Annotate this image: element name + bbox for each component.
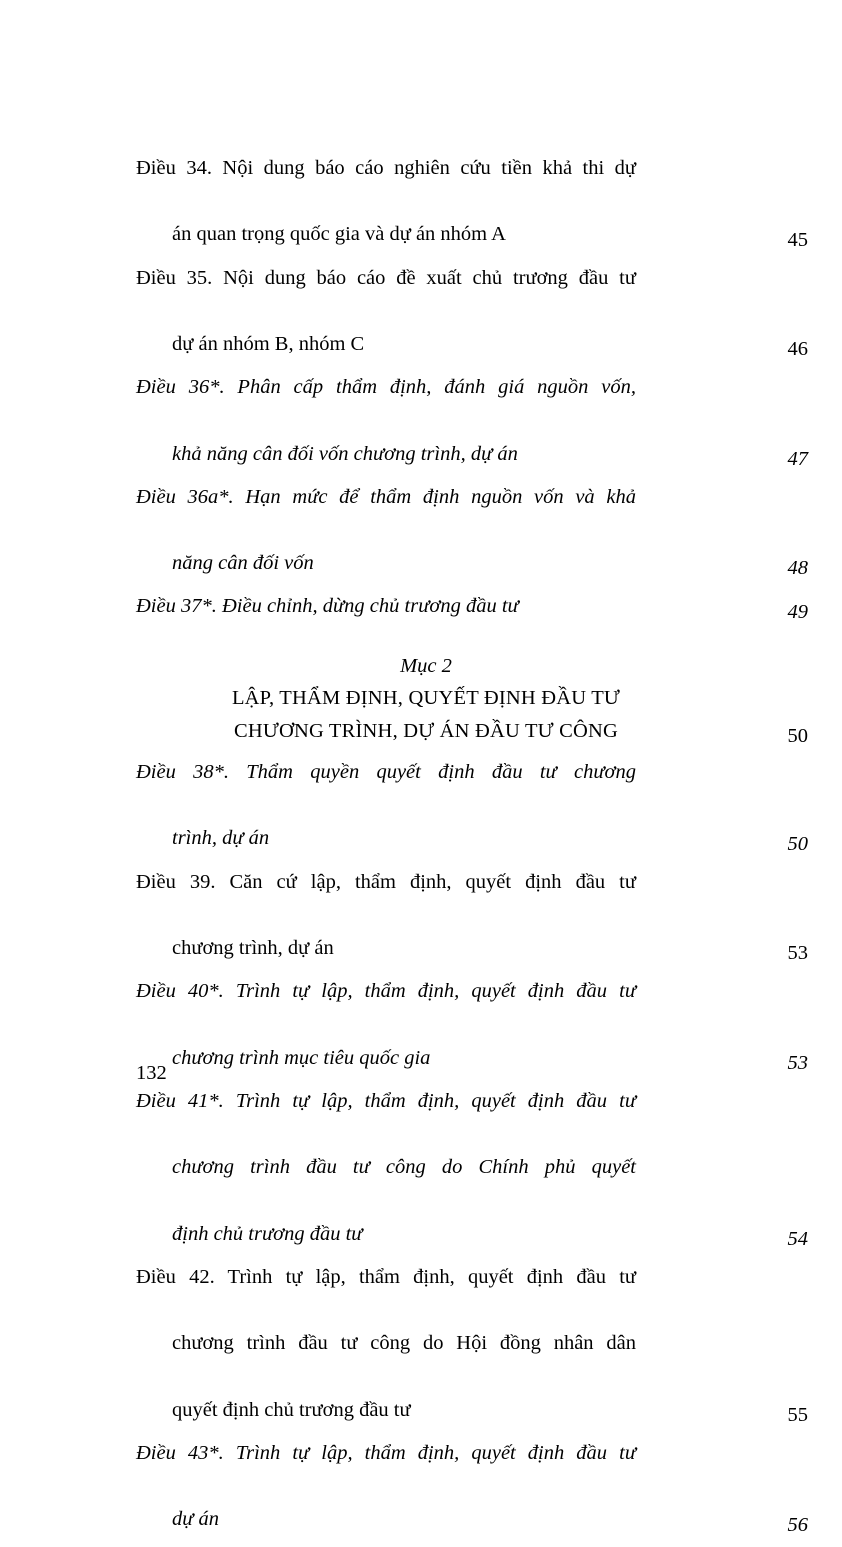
toc-entry-line: Điều 43*. Trình tự lập, thẩm định, quyết định đầu tư: [136, 1441, 636, 1464]
toc-entry-dieu-35: [136, 262, 808, 362]
toc-entry-line: Điều 37*. Điều chỉnh, dừng chủ trương đầu tư: [136, 595, 519, 618]
toc-page-number: 53: [787, 942, 808, 965]
toc-entry-line: chương trình đầu tư công do Hội đồng nhân dân: [172, 1332, 636, 1355]
toc-entry-line: trình, dự án: [172, 827, 270, 850]
toc-page-number: 47: [787, 447, 808, 470]
toc-page-number: 54: [787, 1227, 808, 1250]
toc-entry-line: Điều 40*. Trình tự lập, thẩm định, quyết định đầu tư: [136, 980, 636, 1003]
toc-entry-dieu-39: [136, 866, 808, 966]
toc-page-number: 53: [787, 1051, 808, 1074]
toc-entry-line: Điều 42. Trình tự lập, thẩm định, quyết định đầu tư: [136, 1265, 636, 1288]
toc-page-number: 45: [787, 228, 808, 251]
toc-entry-dieu-41: [136, 1085, 808, 1251]
section-title-line-2: CHƯƠNG TRÌNH, DỰ ÁN ĐẦU TƯ CÔNG: [233, 720, 618, 743]
toc-entry-line: năng cân đối vốn: [172, 552, 314, 575]
toc-entry-line: Điều 36a*. Hạn mức để thẩm định nguồn vốn và khả: [136, 485, 636, 508]
toc-entry-line: dự án nhóm B, nhóm C: [172, 333, 365, 356]
toc-entry-dieu-42: [136, 1261, 808, 1427]
toc-content: [136, 152, 808, 1547]
toc-entry-line: án quan trọng quốc gia và dự án nhóm A: [172, 223, 506, 246]
section-title-line-1: LẬP, THẨM ĐỊNH, QUYẾT ĐỊNH ĐẦU TƯ: [231, 687, 621, 710]
page-folio: 132: [136, 1062, 167, 1084]
toc-entry-line: Điều 35. Nội dung báo cáo đề xuất chủ trương đầu tư: [136, 266, 636, 289]
section-muc-label: Mục 2: [400, 654, 452, 677]
toc-entry-line: Điều 34. Nội dung báo cáo nghiên cứu tiền khả thi dự: [136, 157, 636, 179]
toc-entry-line: Điều 38*. Thẩm quyền quyết định đầu tư chương: [136, 761, 636, 784]
section-heading: [136, 650, 808, 748]
toc-page-number: 50: [787, 832, 808, 855]
toc-entry-dieu-36a: [136, 481, 808, 581]
toc-page-number: 56: [787, 1513, 808, 1536]
toc-page-number: 55: [787, 1403, 808, 1426]
toc-entry-line: Điều 39. Căn cứ lập, thẩm định, quyết định đầu tư: [136, 870, 636, 893]
toc-entry-dieu-38: [136, 756, 808, 856]
toc-page-number: 50: [787, 725, 808, 748]
toc-page-number: 46: [787, 338, 808, 361]
toc-entry-line: chương trình đầu tư công do Chính phủ quyết: [172, 1156, 636, 1179]
toc-entry-dieu-43: [136, 1437, 808, 1537]
toc-entry-dieu-36: [136, 371, 808, 471]
toc-entry-dieu-34: [136, 152, 808, 252]
toc-entry-line: dự án: [172, 1508, 220, 1531]
toc-page-number: 49: [787, 600, 808, 623]
toc-entry-line: chương trình mục tiêu quốc gia: [172, 1046, 431, 1069]
toc-entry-line: quyết định chủ trương đầu tư: [172, 1398, 411, 1421]
toc-page-number: 48: [787, 557, 808, 580]
toc-entry-line: định chủ trương đầu tư: [172, 1222, 363, 1245]
toc-entry-line: khả năng cân đối vốn chương trình, dự án: [172, 442, 518, 465]
toc-entry-dieu-37: [136, 590, 808, 623]
toc-entry-line: Điều 41*. Trình tự lập, thẩm định, quyết định đầu tư: [136, 1089, 636, 1112]
toc-entry-dieu-40: [136, 975, 808, 1075]
toc-entry-line: Điều 36*. Phân cấp thẩm định, đánh giá nguồn vốn,: [136, 376, 636, 399]
toc-entry-line: chương trình, dự án: [172, 937, 334, 960]
